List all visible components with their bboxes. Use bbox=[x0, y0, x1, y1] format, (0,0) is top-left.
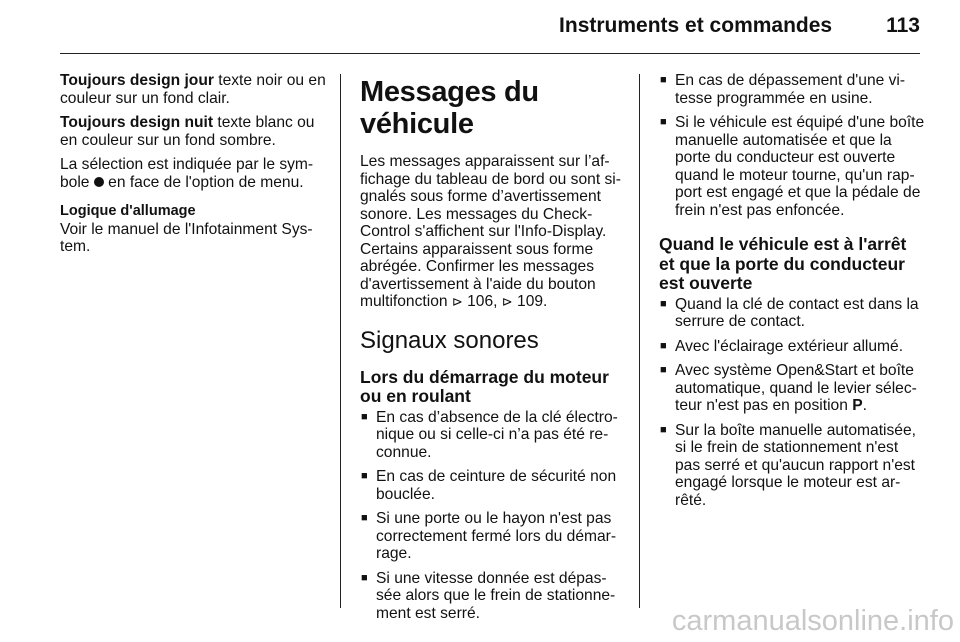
column-left bbox=[60, 72, 326, 263]
selection-paragraph: La sélection est indiquée par le sym-bole en face de l'option de menu. bbox=[60, 156, 314, 191]
page-header bbox=[60, 14, 920, 38]
list-item: ■ Avec système Open&Start et boîte automatique, quand le levier sélec-teur n'est pas en position P. bbox=[659, 362, 925, 415]
driving-heading: Lors du démarrage du moteur ou en roulant bbox=[360, 366, 609, 406]
signals-heading: Signaux sonores bbox=[360, 326, 539, 354]
stopped-list bbox=[659, 296, 925, 510]
column-middle bbox=[360, 72, 626, 629]
driving-list bbox=[360, 409, 626, 623]
stopped-heading: Quand le véhicule est à l'arrêt et que la porte du conducteur est ouverte bbox=[659, 234, 907, 293]
list-item: ■ Si une porte ou le hayon n'est pas correctement fermé lors du démar-rage. bbox=[360, 510, 626, 563]
reference-arrow-icon: ⊳ bbox=[501, 294, 513, 309]
column-divider-1 bbox=[340, 74, 341, 608]
list-item: ■ Quand la clé de contact est dans la serrure de contact. bbox=[659, 296, 925, 331]
column-right bbox=[659, 72, 925, 516]
column-divider-2 bbox=[639, 74, 640, 608]
logic-paragraph: Voir le manuel de l'Infotainment Sys-tem. bbox=[60, 220, 313, 255]
messages-paragraph: Les messages apparaissent sur l’af-fichage du tableau de bord ou sont si-gnalés sous forme d’avertissement sonore. Les messages du Check-Control s'affichent sur l'Info-Display. Certains apparaissent sous forme abrégée. Confirmer les messages d'avertissement à l'aide du bouton multifonction ⊳ 106, ⊳ 109. bbox=[360, 153, 621, 310]
list-item: ■ Si une vitesse donnée est dépas-sée alors que le frein de stationne-ment est serré. bbox=[360, 570, 626, 623]
list-item: ■ En cas d’absence de la clé électro-nique ou si celle-ci n’a pas été re-connue. bbox=[360, 409, 626, 462]
messages-heading: Messages du véhicule bbox=[360, 76, 539, 140]
filled-circle-icon bbox=[94, 177, 104, 187]
list-item: ■ En cas de dépassement d'une vi-tesse programmée en usine. bbox=[659, 72, 925, 107]
logic-heading: Logique d'allumage bbox=[60, 203, 196, 219]
reference-arrow-icon: ⊳ bbox=[451, 294, 463, 309]
day-design-term: Toujours design jour bbox=[60, 72, 214, 89]
list-item: ■ Sur la boîte manuelle automatisée, si le frein de stationnement n'est pas serré et qu'aucun rapport n'est engagé lorsque le moteur est ar-rêté. bbox=[659, 422, 925, 510]
night-design-term: Toujours design nuit bbox=[60, 114, 214, 131]
page-number: 113 bbox=[886, 14, 920, 37]
top-list bbox=[659, 72, 925, 219]
watermark: carmanualsonline.info bbox=[671, 605, 954, 637]
day-design-paragraph: Toujours design jour texte noir ou en couleur sur un fond clair. bbox=[60, 72, 326, 107]
list-item: ■ Si le véhicule est équipé d'une boîte manuelle automatisée et que la porte du conducteur est ouverte quand le moteur tourne, qu'un rap-port est engagé et que la pédale de frein n'est pas enfoncée. bbox=[659, 114, 925, 219]
list-item: ■ Avec l'éclairage extérieur allumé. bbox=[659, 338, 925, 356]
list-item: ■ En cas de ceinture de sécurité non bouclée. bbox=[360, 468, 626, 503]
section-title: Instruments et commandes bbox=[559, 14, 833, 37]
night-design-paragraph: Toujours design nuit texte blanc ou en couleur sur un fond sombre. bbox=[60, 114, 315, 149]
header-divider bbox=[60, 53, 920, 54]
